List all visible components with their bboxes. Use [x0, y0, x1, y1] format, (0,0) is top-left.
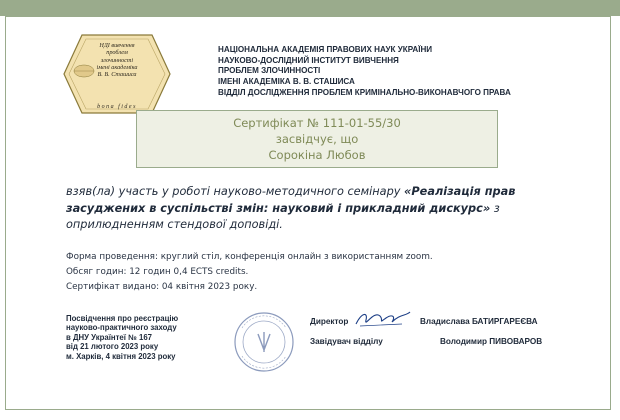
director-title: Директор: [310, 317, 349, 326]
logo-line: злочинності: [100, 56, 134, 64]
header-line: ПРОБЛЕМ ЗЛОЧИННОСТІ: [218, 66, 321, 76]
registry-line: науково-практичного заходу: [66, 323, 177, 333]
header-line: НАУКОВО-ДОСЛІДНИЙ ІНСТИТУТ ВИВЧЕННЯ: [218, 55, 399, 65]
institution-header: [218, 45, 618, 99]
event-hours: Обсяг годин: 12 годин 0,4 ECTS credits.: [66, 267, 249, 277]
top-band: [0, 0, 620, 16]
certificate-box: [136, 110, 498, 168]
registry-line: в ДНУ Українтеї № 167: [66, 332, 152, 342]
logo-line: НДІ вивчення: [99, 42, 135, 49]
header-line: ІМЕНІ АКАДЕМІКА В. В. СТАШИСА: [218, 77, 355, 87]
logo-line: імені академіка: [96, 63, 138, 71]
certificate-number: Сертифікат № 111-01-55/30: [233, 116, 401, 130]
head-name: Володимир ПИВОВАРОВ: [440, 337, 543, 346]
participation-text: [66, 184, 576, 234]
issue-date: Сертифікат видано: 04 квітня 2023 року.: [66, 282, 258, 292]
participation-suffix: з оприлюдненням стендової доповіді.: [66, 201, 500, 231]
event-details: [66, 250, 566, 295]
registry-line: від 21 лютого 2023 року: [66, 342, 159, 352]
signature-block: [310, 316, 610, 366]
participation-prefix: взяв(ла) участь у роботі науково-методичного семінару: [66, 185, 405, 198]
event-form: Форма проведення: круглий стіл, конференція онлайн з використанням zoom.: [66, 252, 433, 262]
logo-motto: bona fides: [97, 104, 137, 110]
recipient-name: Сорокіна Любов: [268, 148, 366, 162]
institute-logo: [62, 33, 172, 115]
header-line: ВІДДІЛ ДОСЛІДЖЕННЯ ПРОБЛЕМ КРИМІНАЛЬНО-ВИКОНАВЧОГО ПРАВА: [218, 87, 511, 97]
registry-line: Посвідчення про реєстрацію: [66, 314, 179, 323]
registry-line: м. Харків, 4 квітня 2023 року: [66, 351, 176, 361]
seminar-title: «Реалізація прав засуджених в суспільстві змін: науковий і прикладний дискурс»: [66, 185, 516, 215]
header-line: НАЦІОНАЛЬНА АКАДЕМІЯ ПРАВОВИХ НАУК УКРАЇНИ: [218, 45, 433, 54]
certificate-confirms: засвідчує, що: [275, 132, 359, 146]
registry-info: [66, 314, 216, 361]
director-name: Владислава БАТИРГАРЕЄВА: [420, 317, 538, 326]
official-stamp-icon: [232, 310, 296, 374]
logo-line: В. В. Сташиса: [97, 71, 137, 79]
head-title: Завідувач відділу: [310, 337, 383, 346]
logo-line: проблем: [106, 49, 128, 57]
logo-text: [62, 42, 172, 78]
